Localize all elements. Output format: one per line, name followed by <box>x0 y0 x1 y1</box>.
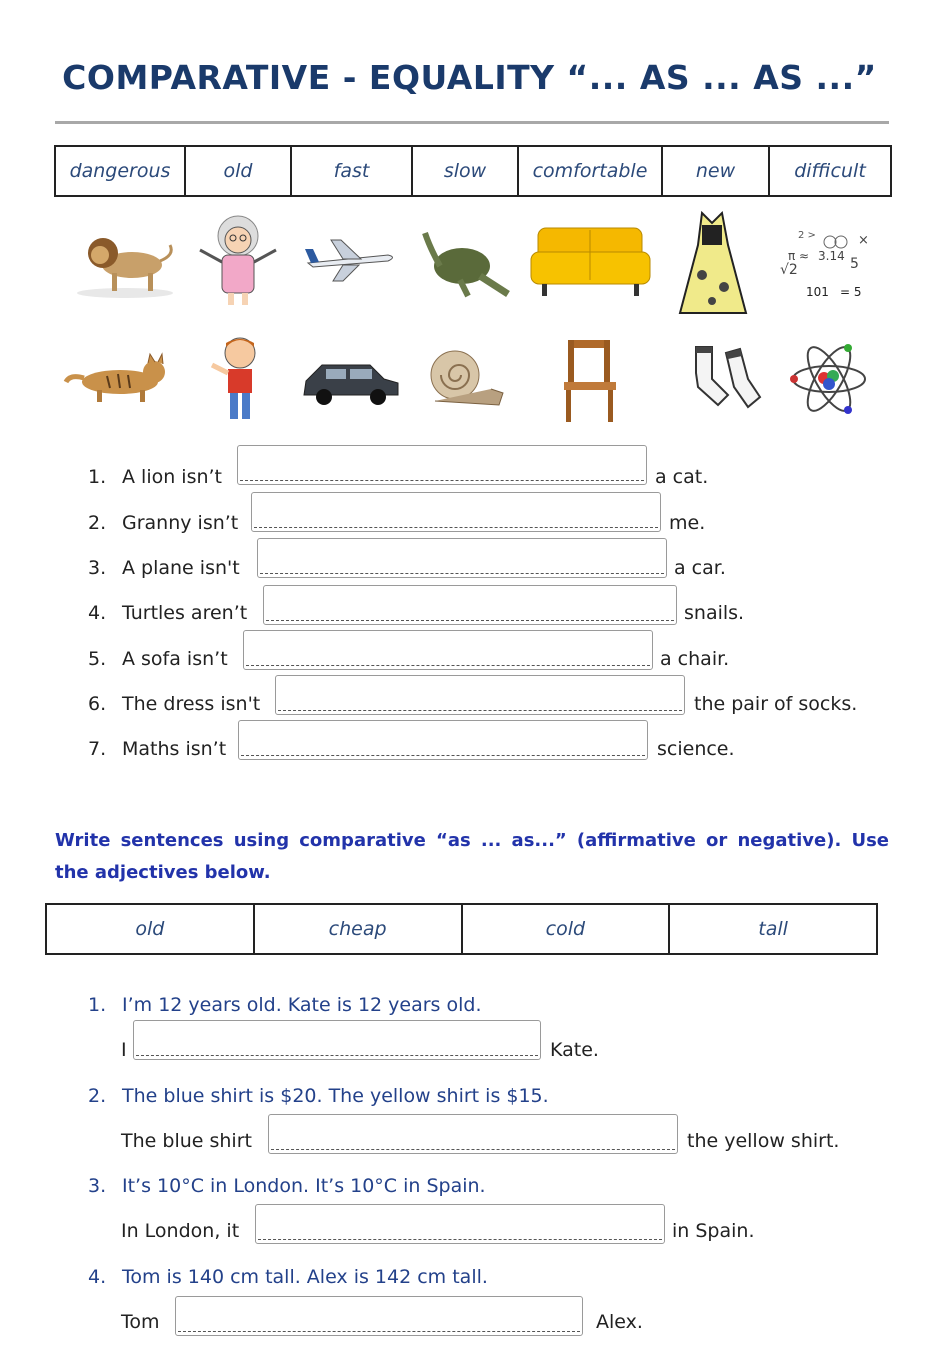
prompt-text: It’s 10°C in London. It’s 10°C in Spain. <box>122 1175 486 1197</box>
word-bank-adjectives <box>54 145 892 197</box>
exercise1-item-6 <box>88 693 260 715</box>
word-cheap: cheap <box>255 905 463 953</box>
exercise2-prompt-2 <box>88 1085 549 1107</box>
answer-box-8[interactable] <box>133 1020 541 1060</box>
word-tall: tall <box>758 918 788 940</box>
math-text: √2 <box>780 262 798 278</box>
sentence-start: Granny isn’t <box>122 512 239 534</box>
exercise2-prompt-4 <box>88 1266 488 1288</box>
answer-box-9[interactable] <box>268 1114 678 1154</box>
word-fast: fast <box>292 147 413 195</box>
exercise1-item-4 <box>88 602 247 624</box>
sentence-end: snails. <box>684 602 745 624</box>
chair-image <box>560 338 620 426</box>
word-dangerous: dangerous <box>56 147 186 195</box>
snail-image <box>425 345 507 415</box>
math-text: 5 <box>850 256 859 272</box>
exercise1-item-3 <box>88 557 240 579</box>
exercise1-item-2 <box>88 512 238 534</box>
exercise2-prompt-3 <box>88 1175 486 1197</box>
exercise1-item-7 <box>88 738 226 760</box>
granny-image <box>192 210 284 310</box>
word-bank-adjectives-2 <box>45 903 878 955</box>
word-new: new <box>663 147 770 195</box>
sentence-end: Alex. <box>596 1311 643 1333</box>
exercise2-prompt-1 <box>88 994 482 1016</box>
answer-box-11[interactable] <box>175 1296 583 1336</box>
sentence-end: a car. <box>674 557 726 579</box>
item-number: 4. <box>88 1266 107 1288</box>
prompt-text: I’m 12 years old. Kate is 12 years old. <box>122 994 482 1016</box>
cat-image <box>62 352 177 407</box>
sentence-end: the yellow shirt. <box>687 1130 840 1152</box>
prompt-text: Tom is 140 cm tall. Alex is 142 cm tall. <box>122 1266 488 1288</box>
sentence-end: the pair of socks. <box>694 693 858 715</box>
item-number: 2. <box>88 512 107 534</box>
lion-image <box>70 225 180 300</box>
sentence-start: Tom <box>121 1311 160 1333</box>
word-cold: cold <box>463 905 671 953</box>
sentence-start: Turtles aren’t <box>122 602 248 624</box>
sentence-start: I <box>121 1039 127 1061</box>
sentence-end: me. <box>669 512 706 534</box>
page-title: COMPARATIVE - EQUALITY “... AS ... AS ...” <box>62 58 877 97</box>
exercise1-item-1 <box>88 466 222 488</box>
word-difficult: difficult <box>794 160 866 182</box>
sentence-end: a chair. <box>660 648 730 670</box>
item-number: 1. <box>88 994 107 1016</box>
word-old: old <box>47 905 255 953</box>
sentence-end: a cat. <box>655 466 709 488</box>
item-number: 7. <box>88 738 107 760</box>
sentence-start: The dress isn't <box>122 693 261 715</box>
sentence-start: The blue shirt <box>121 1130 252 1152</box>
item-number: 3. <box>88 1175 107 1197</box>
answer-box-6[interactable] <box>275 675 685 715</box>
dress-image <box>672 205 754 320</box>
sentence-start: A plane isn't <box>122 557 240 579</box>
math-text: = 5 <box>840 285 862 299</box>
answer-box-10[interactable] <box>255 1204 665 1244</box>
sentence-end: science. <box>657 738 735 760</box>
instructions: Write sentences using comparative “as ... as...” (affirmative or negative). Use the adjectives below. <box>55 830 889 883</box>
socks-image <box>668 343 764 418</box>
answer-box-4[interactable] <box>263 585 677 625</box>
item-number: 6. <box>88 693 107 715</box>
item-number: 1. <box>88 466 107 488</box>
item-number: 4. <box>88 602 107 624</box>
science-atom-image <box>788 338 870 420</box>
answer-box-1[interactable] <box>237 445 647 485</box>
word-old: old <box>186 147 292 195</box>
exercise1-item-5 <box>88 648 228 670</box>
math-text: 3.14 <box>818 249 845 263</box>
word-comfortable: comfortable <box>519 147 663 195</box>
item-number: 5. <box>88 648 107 670</box>
answer-box-3[interactable] <box>257 538 667 578</box>
sofa-image <box>528 218 653 300</box>
svg-text:×: × <box>858 233 869 248</box>
divider <box>55 121 889 124</box>
word-slow: slow <box>413 147 519 195</box>
car-image <box>300 357 402 407</box>
sentence-start: In London, it <box>121 1220 240 1242</box>
sentence-end: in Spain. <box>672 1220 755 1242</box>
answer-box-2[interactable] <box>251 492 661 532</box>
answer-box-5[interactable] <box>243 630 653 670</box>
sentence-end: Kate. <box>550 1039 599 1061</box>
sentence-start: Maths isn’t <box>122 738 227 760</box>
plane-image <box>303 235 398 285</box>
boy-image <box>208 335 270 425</box>
math-text: 101 <box>806 285 829 299</box>
answer-box-7[interactable] <box>238 720 648 760</box>
math-text: 2 > <box>798 230 816 241</box>
sentence-start: A sofa isn’t <box>122 648 228 670</box>
math-text: π ≈ <box>788 249 810 263</box>
sentence-start: A lion isn’t <box>122 466 223 488</box>
maths-image <box>778 224 878 304</box>
prompt-text: The blue shirt is $20. The yellow shirt is $15. <box>122 1085 549 1107</box>
item-number: 3. <box>88 557 107 579</box>
turtle-image <box>420 228 512 300</box>
item-number: 2. <box>88 1085 107 1107</box>
